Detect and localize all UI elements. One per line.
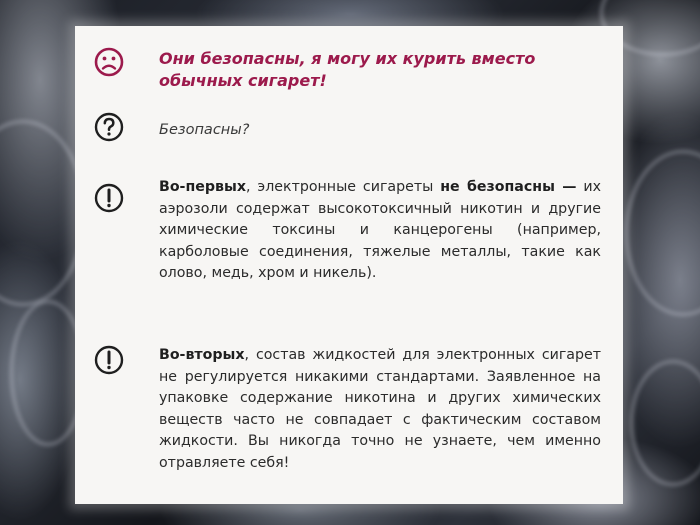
- fact-paragraph-2: [159, 345, 601, 474]
- smoke-swirl: [0, 120, 86, 306]
- content-card: [75, 26, 623, 504]
- myth-row: [75, 44, 623, 104]
- fact-text: их аэрозоли содержат высокотоксичный никотин и другие химические токсины и канцерогены (например, карболовые соединения, тяжелые металлы, такие как олово, медь, хром и никель).: [159, 179, 601, 281]
- question-circle-icon: [94, 112, 124, 142]
- fact-text: , электронные сигареты: [246, 179, 441, 195]
- smoke-swirl: [625, 150, 700, 316]
- smoke-swirl: [630, 360, 700, 486]
- exclamation-circle-icon: [94, 183, 124, 213]
- fact-row-1: [75, 176, 623, 316]
- fact-lead: Во-первых: [159, 179, 246, 195]
- question-text: Безопасны?: [159, 122, 250, 138]
- fact-lead: Во-вторых: [159, 347, 245, 363]
- sad-face-icon: [94, 47, 124, 77]
- question-row: [75, 112, 623, 148]
- myth-headline: Они безопасны, я могу их курить вместо обычных сигарет!: [159, 49, 536, 90]
- exclamation-circle-icon: [94, 345, 124, 375]
- fact-paragraph-1: [159, 177, 601, 285]
- fact-emphasis: не безопасны —: [440, 179, 577, 195]
- fact-row-2: [75, 344, 623, 494]
- fact-text: , состав жидкостей для электронных сигарет не регулируется никакими стандартами. Заявленное на упаковке содержание никотина и других химических веществ часто не совпадает с фактическим составом жидкости. Вы никогда точно не узнаете, чем именно отравляете себя!: [159, 347, 601, 471]
